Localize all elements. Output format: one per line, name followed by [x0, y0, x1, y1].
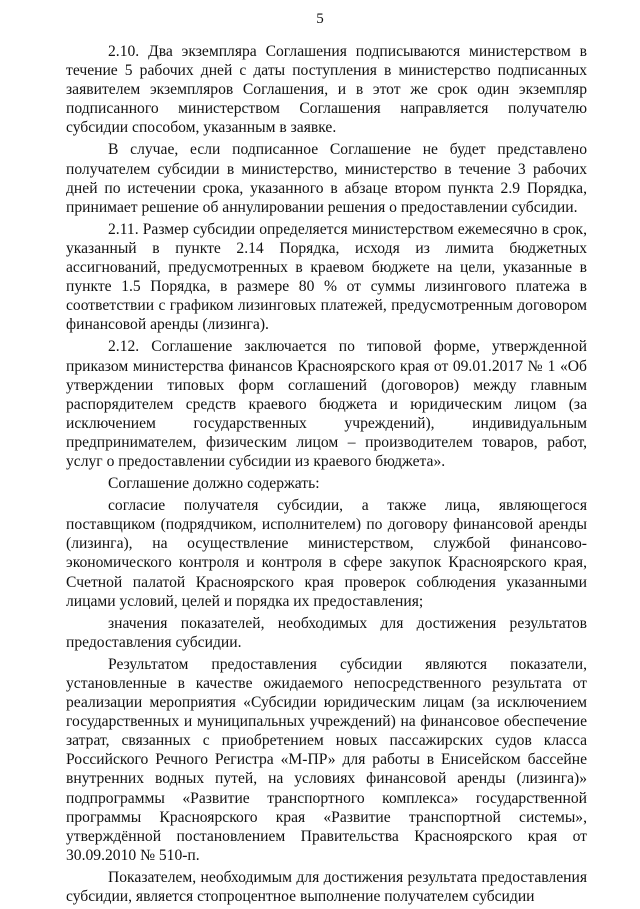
paragraph-indicator-values: значения показателей, необходимых для достижения результатов предоставления субсидии.: [66, 614, 587, 651]
paragraph-2-11: 2.11. Размер субсидии определяется министерством ежемесячно в срок, указанный в пункте 2.14 Порядка, исходя из лимита бюджетных ассигнований, предусмотренных в краевом бюджете на цели, указанные в пункте 1.5 Порядка, в размере 80 % от суммы лизингового платежа в соответствии с графиком лизинговых платежей, предусмотренным договором финансовой аренды (лизинга).: [66, 220, 587, 334]
paragraph-2-10: 2.10. Два экземпляра Соглашения подписываются министерством в течение 5 рабочих дней с даты поступления в министерство подписанных заявителем экземпляров Соглашения, и в этот же срок один экземпляр подписанного министерством Соглашения направляется получателю субсидии способом, указанным в заявке.: [66, 43, 587, 137]
paragraph-result: Результатом предоставления субсидии являются показатели, установленные в качестве ожидаемого непосредственного результата от реализации мероприятия «Субсидии юридическим лицам (за исключением государственных и муниципальных учреждений) на финансовое обеспечение затрат, связанных с приобретением новых пассажирских судов класса Российского Речного Регистра «М-ПР» для работы в Енисейском бассейне внутренних водных путей, на условиях финансовой аренды (лизинга)» подпрограммы «Развитие транспортного комплекса» государственной программы Красноярского края «Развитие транспортной системы», утверждённой постановлением Правительства Красноярского края от 30.09.2010 № 510-п.: [66, 655, 587, 864]
paragraph-agreement-contents: Соглашение должно содержать:: [108, 475, 320, 493]
paragraph-2-12: 2.12. Соглашение заключается по типовой форме, утвержденной приказом министерства финансов Красноярского края от 09.01.2017 № 1 «Об утверждении типовых форм соглашений (договоров) между главным распорядителем средств краевого бюджета и юридическим лицом (за исключением государственных учреждений), индивидуальным предпринимателем, физическим лицом – производителем товаров, работ, услуг о предоставлении субсидии из краевого бюджета».: [66, 338, 587, 470]
document-body: [66, 42, 587, 909]
paragraph-unsigned-agreement: В случае, если подписанное Соглашение не будет представлено получателем субсидии в министерство, министерство в течение 3 рабочих дней по истечении срока, указанного в абзаце втором пункта 2.9 Порядка, принимает решение об аннулировании решения о предоставлении субсидии.: [66, 141, 587, 216]
page-number: 5: [316, 11, 324, 27]
paragraph-consent: согласие получателя субсидии, а также лица, являющегося поставщиком (подрядчиком, исполнителем) по договору финансовой аренды (лизинга), на осуществление министерством, службой финансово-экономического контроля и контроля в сфере закупок Красноярского края, Счетной палатой Красноярского края проверок соблюдения указанными лицами условий, целей и порядка их предоставления;: [66, 497, 587, 610]
paragraph-indicator: Показателем, необходимым для достижения результата предоставления субсидии, является стопроцентное выполнение получателем субсидии: [66, 868, 587, 906]
